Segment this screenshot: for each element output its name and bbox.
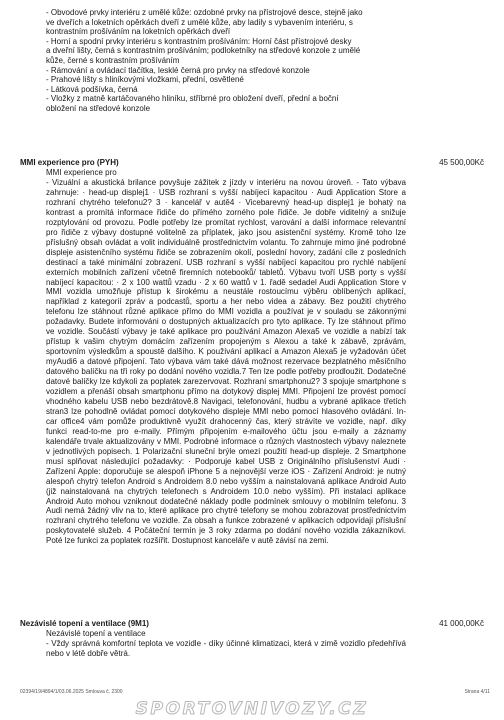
watermark-logo: SPORTOVNIVOZY.CZ — [135, 699, 369, 719]
feature-line: kontrastním prošíváním na loketních opěrkách dveří — [46, 27, 231, 37]
heating-section-header — [20, 619, 490, 629]
heating-description: - Vždy správná komfortní teplota ve vozidle - díky účinné klimatizaci, která v zimě vozidlo předehřívá nebo v létě dobře větrá. — [46, 639, 406, 658]
mmi-title: MMI experience pro (PYH) — [20, 158, 119, 167]
mmi-description: - Vizuální a akustická brilance povyšuje zážitek z jízdy v interiéru na novou úroveň. - Tato výbava zahrnuje: · head-up displej1 · USB rozhraní s vyšší nabíjecí kapacitou · Audi Application Store a rozhraní chytrého telefonu2? 3 · kancelář v autě4 · Vicebarevný head-up displej1 je bohatý na kontrast a promítá informace řidiče do přímého zorného pole řidiče. Je dobře viditelný a snižuje rozptylování od provozu. Podle potřeby lze promítat rychlost, varování a další informace relevantní pro řidiče z výbavy dostupné volitelně za příplatek, jako jsou asistenční systémy. Kromě toho lze příslušný obsah ovládat a volit individuálně prostřednictvím volantu. To zahrnuje mimo jiné podrobné displeje asistenčního systému řidiče se zobrazením okolí, poslední hovory, zadání cíle z posledních destinací a také minimální zobrazení. USB rozhraní s vyšší nabíjecí kapacitou pro rychlé nabíjení externích mobilních zařízení včetně firemních notebooků/ tabletů. Výbavu tvoří USB porty s vyšší nabíjecí kapacitou: · 2 x 100 wattů vzadu · 2 x 60 wattů v 1. řadě sedadel Audi Application Store v MMI vozidla umožňuje přístup k širokému a neustále rostoucímu výběru oblíbených aplikací, například z kategorií zpráv a podcastů, sportu a her nebo videa a zábavy. Bez použití chytrého telefonu lze stáhnout různé aplikace přímo do MMI vozidla a používat je v souladu se zákonnými požadavky. Budete informováni o dostupných aktualizacích pro tyto aplikace. Ty lze stáhnout přímo ve vozidle. Součástí výbavy je také aplikace pro používání Amazon Alexa5 ve vozidle a nabízí tak přístup k vašim chytrým domácím zařízením propojeným s Alexou a také k zábavě, zprávám, sportovním výsledkům a spoustě dalšího. K používání aplikací a Amazon Alexa5 je vyžadován účet myAudi6 a datové připojení. Tato výbava vám také dává možnost rezervace bezplatného měsíčního datového balíčku na tři roky po dodání nového vozidla.7 Ten lze podle potřeby prodloužit. Dodatečné datové balíčky lze kdykoli za poplatek zarezervovat. Rozhraní smartphonu2? 3 spojuje smartphone s vozidlem a přenáší obsah smartphonu přímo na dotykový displej MMI. Připojení lze provést pomocí vhodného kabelu USB nebo bezdrátově.8 Navigaci, telefonování, hudbu a vybrané aplikace třetích stran3 lze pohodlně ovládat pomocí dotykového displeje MMI nebo pomocí hlasového ovládání. In-car office4 vám pomůže produktivně využít drahocenný čas, který strávíte ve vozidle, např. díky funkci read-to-me pro e-maily. Přímým připojením e-mailového účtu jsou e-maily a záznamy kalendáře trvale aktualizovány v MMI. Podrobné informace o různých vlastnostech výbavy naleznete v jednotlivých popisech. 1 Polarizační sluneční brýle omezí použití head-up displeje. 2 Smartphone musí splňovat následující požadavky: · Podporuje kabel USB z Originálního příslušenství Audi · Zařízení Apple: doporučuje se alespoň iPhone 5 a nejnovější verze iOS · Zařízení Android: je nutný alespoň chytrý telefon Android s Androidem 8.0 nebo vyšším a nainstalovaná aplikace Android Auto (již nainstalovaná na chytrých telefonech s Androidem 10.0 nebo vyšším). Při instalaci aplikace Android Auto mohou vzniknout dodatečné náklady podle podmínek smlouvy o mobilním telefonu. 3 Audi nemá žádný vliv na to, které aplikace pro chytré telefony se mohou zobrazovat prostřednictvím rozhraní chytrého telefonu ve vozidle. Za obsah a funkce zobrazené v aplikacích odpovídají příslušní poskytovatelé služeb. 4 Počáteční termín je 3 roky zdarma po dodání nového vozidla zákazníkovi. Poté lze funkci za poplatek rozšířit. Dostupnost kanceláře v autě závisí na zemi. — [46, 178, 406, 546]
footer-page-number: Strana 4/11 — [464, 689, 490, 695]
heating-title: Nezávislé topení a ventilace (9M1) — [20, 619, 149, 628]
mmi-subtitle: MMI experience pro — [46, 168, 117, 177]
feature-line: - Rámování a ovládací tlačítka, lesklé černá pro prvky na středové konzole — [46, 65, 310, 75]
footer-document-id: 02394/19/4894/1/03.06.2025 Smlouva č. 2300 — [20, 689, 123, 695]
feature-line: - Látková podšívka, černá — [46, 84, 138, 94]
page-footer — [20, 689, 490, 695]
feature-line: obložení na středové konzole — [46, 103, 151, 113]
interior-features-list — [46, 8, 416, 114]
mmi-section — [20, 158, 490, 546]
feature-line: ve dveřích a loketních opěrkách dveří z umělé kůže, aby ladily s vybavením interiéru, s — [46, 17, 353, 27]
feature-line: - Horní a spodní prvky interiéru s kontrastním prošíváním: Horní část přístrojové desky — [46, 36, 352, 46]
heating-subtitle: Nezávislé topení a ventilace — [46, 629, 146, 638]
heating-price: 41 000,00Kč — [439, 619, 484, 628]
feature-line: - Prahové lišty s hliníkovými vložkami, přední, osvětlené — [46, 75, 244, 85]
heating-section — [20, 619, 490, 659]
feature-line: kůže, černé s kontrastním prošíváním — [46, 55, 180, 65]
mmi-section-header — [20, 158, 490, 168]
feature-line: a dveřní lišty, černá s kontrastním prošíváním; podloketníky na středové konzole z umělé — [46, 46, 361, 56]
feature-line: - Vložky z matně kartáčovaného hliníku, stříbrné pro obložení dveří, přední a boční — [46, 94, 339, 104]
feature-line: - Obvodové prvky interiéru z umělé kůže: ozdobné prvky na přístrojové desce, stejně jako — [46, 8, 363, 17]
mmi-price: 45 500,00Kč — [439, 158, 484, 167]
